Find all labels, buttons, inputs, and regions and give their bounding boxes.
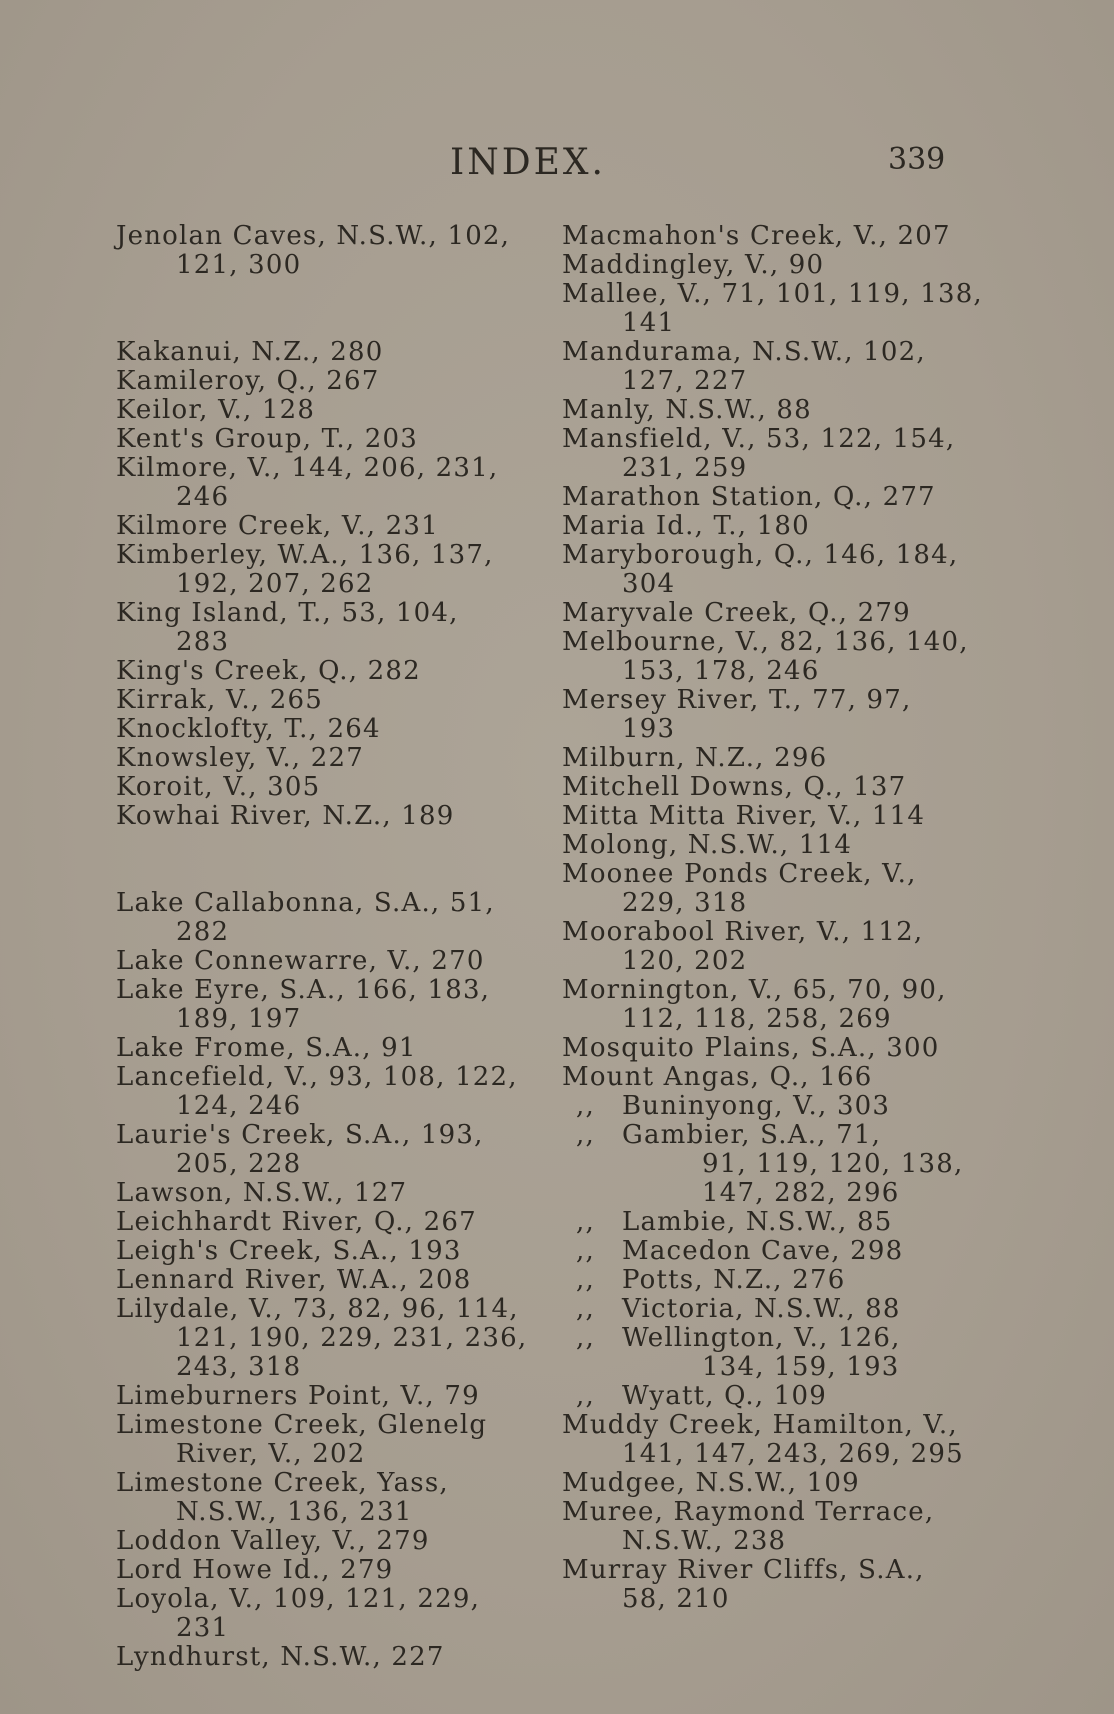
entry-line: Kilmore, V., 144, 206, 231, — [116, 453, 499, 483]
index-entry — [562, 1063, 972, 1092]
entry-line: Kakanui, N.Z., 280 — [116, 337, 384, 367]
index-entry — [562, 773, 972, 802]
entry-continuation: 121, 190, 229, 231, 236, — [176, 1323, 528, 1353]
index-entry — [116, 686, 526, 715]
index-entry — [116, 1469, 526, 1527]
entry-continuation: 229, 318 — [622, 888, 748, 918]
entry-continuation: 192, 207, 262 — [176, 569, 374, 599]
ditto-mark: ,, — [576, 1294, 595, 1324]
index-entry — [116, 1179, 526, 1208]
index-entry — [116, 396, 526, 425]
entry-line: Loddon Valley, V., 279 — [116, 1526, 430, 1556]
index-entry — [116, 512, 526, 541]
entry-line: Lyndhurst, N.S.W., 227 — [116, 1642, 445, 1672]
entry-line: Lennard River, W.A., 208 — [116, 1265, 472, 1295]
index-entry — [116, 773, 526, 802]
index-subentry — [562, 1266, 972, 1295]
entry-line: Kimberley, W.A., 136, 137, — [116, 540, 494, 570]
entry-continuation: 127, 227 — [622, 366, 748, 396]
entry-continuation: 231, 259 — [622, 453, 748, 483]
ditto-mark: ,, — [576, 1265, 595, 1295]
index-entry — [116, 715, 526, 744]
entry-continuation: 141, 147, 243, 269, 295 — [622, 1439, 964, 1469]
entry-line: Lancefield, V., 93, 108, 122, — [116, 1062, 518, 1092]
index-entry — [116, 222, 526, 280]
entry-line: Knowsley, V., 227 — [116, 743, 364, 773]
index-entry — [562, 802, 972, 831]
entry-line: Loyola, V., 109, 121, 229, — [116, 1584, 481, 1614]
index-entry — [562, 1469, 972, 1498]
entry-line: Mosquito Plains, S.A., 300 — [562, 1033, 940, 1063]
index-entry — [562, 541, 972, 599]
index-entry — [116, 1527, 526, 1556]
entry-line: Lawson, N.S.W., 127 — [116, 1178, 408, 1208]
index-entry — [116, 425, 526, 454]
entry-line: Mandurama, N.S.W., 102, — [562, 337, 926, 367]
entry-continuation: 121, 300 — [176, 250, 302, 280]
entry-continuation: 58, 210 — [622, 1584, 730, 1614]
entry-line: Muddy Creek, Hamilton, V., — [562, 1410, 958, 1440]
entry-line: Maria Id., T., 180 — [562, 511, 810, 541]
index-entry — [116, 1585, 526, 1643]
entry-line: Potts, N.Z., 276 — [622, 1265, 846, 1295]
entry-continuation: N.S.W., 136, 231 — [176, 1497, 413, 1527]
entry-line: Kowhai River, N.Z., 189 — [116, 801, 455, 831]
index-subentry — [562, 1121, 972, 1208]
entry-line: Mornington, V., 65, 70, 90, — [562, 975, 947, 1005]
entry-line: Mount Angas, Q., 166 — [562, 1062, 873, 1092]
index-entry — [116, 541, 526, 599]
entry-continuation: 141 — [622, 308, 676, 338]
index-entry — [116, 802, 526, 831]
index-entry — [562, 744, 972, 773]
entry-continuation: 112, 118, 258, 269 — [622, 1004, 892, 1034]
entry-line: Maryvale Creek, Q., 279 — [562, 598, 911, 628]
index-entry — [562, 1556, 972, 1614]
index-column-right — [562, 221, 983, 1614]
entry-line: Kilmore Creek, V., 231 — [116, 511, 439, 541]
entry-continuation: N.S.W., 238 — [622, 1526, 787, 1556]
entry-continuation: 134, 159, 193 — [702, 1352, 900, 1382]
index-entry — [562, 686, 972, 744]
index-entry — [116, 1382, 526, 1411]
index-entry — [562, 483, 972, 512]
index-entry — [562, 396, 972, 425]
index-entry — [562, 860, 972, 918]
entry-line: Muree, Raymond Terrace, — [562, 1497, 935, 1527]
index-subentry — [562, 1295, 972, 1324]
entry-line: Milburn, N.Z., 296 — [562, 743, 828, 773]
entry-line: Leichhardt River, Q., 267 — [116, 1207, 477, 1237]
index-entry — [116, 976, 526, 1034]
entry-line: Kent's Group, T., 203 — [116, 424, 418, 454]
index-entry — [562, 831, 972, 860]
entry-line: Victoria, N.S.W., 88 — [622, 1294, 901, 1324]
entry-line: Moonee Ponds Creek, V., — [562, 859, 917, 889]
entry-line: Melbourne, V., 82, 136, 140, — [562, 627, 969, 657]
index-entry — [562, 512, 972, 541]
index-entry — [116, 1208, 526, 1237]
index-entry — [116, 889, 526, 947]
index-entry — [562, 222, 972, 251]
index-entry — [562, 628, 972, 686]
index-entry — [562, 279, 983, 338]
entry-line: King Island, T., 53, 104, — [116, 598, 459, 628]
entry-continuation: 231 — [176, 1613, 230, 1643]
entry-line: Lake Connewarre, V., 270 — [116, 946, 485, 976]
entry-line: Molong, N.S.W., 114 — [562, 830, 853, 860]
page-number: 339 — [888, 142, 946, 177]
ditto-mark: ,, — [576, 1120, 595, 1150]
index-entry — [562, 1498, 972, 1556]
entry-line: Maryborough, Q., 146, 184, — [562, 540, 959, 570]
index-entry — [116, 1121, 526, 1179]
entry-line: Gambier, S.A., 71, — [622, 1120, 882, 1150]
entry-line: Mitchell Downs, Q., 137 — [562, 772, 907, 802]
entry-line: Lambie, N.S.W., 85 — [622, 1207, 893, 1237]
index-entry — [562, 251, 972, 280]
entry-continuation: 205, 228 — [176, 1149, 302, 1179]
index-entry — [116, 367, 526, 396]
entry-continuation: 243, 318 — [176, 1352, 302, 1382]
section-gap — [116, 831, 526, 889]
index-entry — [116, 599, 526, 657]
index-entry — [562, 1411, 972, 1469]
entry-line: Lord Howe Id., 279 — [116, 1555, 394, 1585]
index-entry — [562, 425, 972, 483]
entry-line: Limestone Creek, Yass, — [116, 1468, 449, 1498]
entry-line: Maddingley, V., 90 — [562, 250, 825, 280]
index-entry — [116, 947, 526, 976]
entry-continuation: 120, 202 — [622, 946, 748, 976]
index-entry — [116, 1034, 526, 1063]
entry-line: Laurie's Creek, S.A., 193, — [116, 1120, 484, 1150]
index-entry — [562, 976, 972, 1034]
entry-line: Leigh's Creek, S.A., 193 — [116, 1236, 462, 1266]
index-column-left — [116, 222, 526, 1672]
entry-line: Wyatt, Q., 109 — [622, 1381, 828, 1411]
index-entry — [116, 1411, 526, 1469]
index-subentry — [562, 1324, 972, 1382]
section-gap — [116, 280, 526, 338]
entry-line: Limestone Creek, Glenelg — [116, 1410, 488, 1440]
entry-continuation: 124, 246 — [176, 1091, 302, 1121]
entry-continuation: 193 — [622, 714, 676, 744]
entry-continuation: 153, 178, 246 — [622, 656, 820, 686]
index-entry — [116, 454, 526, 512]
index-subentry — [562, 1382, 972, 1411]
entry-line: Mallee, V., 71, 101, 119, 138, — [562, 279, 983, 309]
entry-line: Mudgee, N.S.W., 109 — [562, 1468, 860, 1498]
index-subentry — [562, 1092, 972, 1121]
entry-continuation: 147, 282, 296 — [702, 1178, 900, 1208]
index-entry — [562, 918, 972, 976]
entry-line: Buninyong, V., 303 — [622, 1091, 891, 1121]
index-entry — [116, 1063, 526, 1121]
entry-line: Mersey River, T., 77, 97, — [562, 685, 912, 715]
entry-line: Macedon Cave, 298 — [622, 1236, 904, 1266]
entry-continuation: 282 — [176, 917, 230, 947]
index-entry — [116, 1237, 526, 1266]
index-subentry — [562, 1208, 972, 1237]
ditto-mark: ,, — [576, 1381, 595, 1411]
entry-continuation: 91, 119, 120, 138, — [702, 1149, 964, 1179]
entry-line: Macmahon's Creek, V., 207 — [562, 221, 951, 251]
entry-line: Jenolan Caves, N.S.W., 102, — [116, 221, 511, 251]
entry-continuation: River, V., 202 — [176, 1439, 366, 1469]
entry-line: Lake Frome, S.A., 91 — [116, 1033, 417, 1063]
entry-line: Moorabool River, V., 112, — [562, 917, 924, 947]
entry-continuation: 283 — [176, 627, 230, 657]
index-entry — [116, 1556, 526, 1585]
entry-line: Marathon Station, Q., 277 — [562, 482, 936, 512]
entry-line: Koroit, V., 305 — [116, 772, 321, 802]
entry-line: Lake Callabonna, S.A., 51, — [116, 888, 495, 918]
entry-line: King's Creek, Q., 282 — [116, 656, 421, 686]
ditto-mark: ,, — [576, 1323, 595, 1353]
page-title: INDEX. — [450, 142, 606, 183]
entry-line: Lilydale, V., 73, 82, 96, 114, — [116, 1294, 519, 1324]
index-entry — [562, 1034, 972, 1063]
entry-line: Manly, N.S.W., 88 — [562, 395, 812, 425]
entry-line: Mansfield, V., 53, 122, 154, — [562, 424, 956, 454]
index-subentry — [562, 1237, 972, 1266]
entry-line: Lake Eyre, S.A., 166, 183, — [116, 975, 491, 1005]
index-entry — [116, 338, 526, 367]
entry-line: Kamileroy, Q., 267 — [116, 366, 380, 396]
entry-line: Kirrak, V., 265 — [116, 685, 324, 715]
entry-continuation: 189, 197 — [176, 1004, 302, 1034]
index-entry — [562, 599, 972, 628]
entry-continuation: 304 — [622, 569, 676, 599]
entry-line: Wellington, V., 126, — [622, 1323, 901, 1353]
index-entry — [116, 657, 526, 686]
index-entry — [116, 1266, 526, 1295]
entry-line: Knocklofty, T., 264 — [116, 714, 381, 744]
index-entry — [562, 338, 972, 396]
ditto-mark: ,, — [576, 1236, 595, 1266]
index-entry — [116, 1295, 526, 1382]
index-entry — [116, 744, 526, 773]
entry-line: Mitta Mitta River, V., 114 — [562, 801, 926, 831]
ditto-mark: ,, — [576, 1091, 595, 1121]
ditto-mark: ,, — [576, 1207, 595, 1237]
entry-line: Keilor, V., 128 — [116, 395, 316, 425]
entry-line: Limeburners Point, V., 79 — [116, 1381, 480, 1411]
entry-continuation: 246 — [176, 482, 230, 512]
index-entry — [116, 1643, 526, 1672]
entry-line: Murray River Cliffs, S.A., — [562, 1555, 925, 1585]
